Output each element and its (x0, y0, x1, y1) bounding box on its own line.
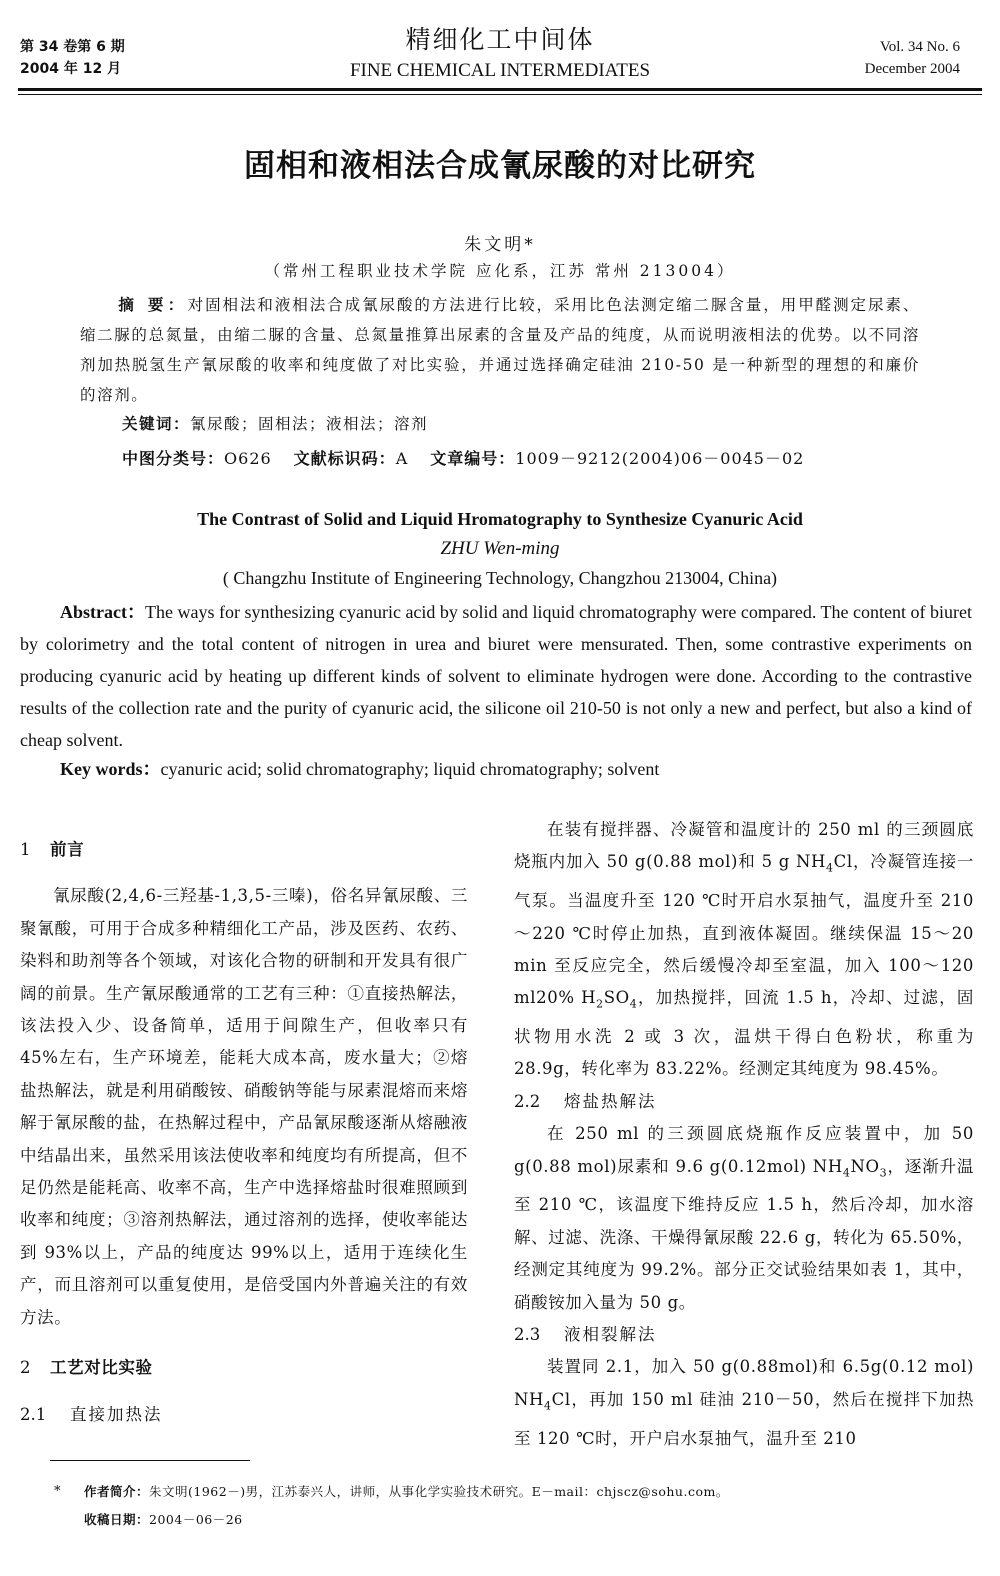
body-left-column (20, 826, 468, 1431)
header-rule-thick (18, 88, 982, 91)
keywords-cn (122, 412, 428, 434)
received-date-label: 收稿日期： (84, 1512, 150, 1527)
issue-cn: 第 34 卷第 6 期 (20, 39, 125, 55)
keywords-en-text: cyanuric acid; solid chromatography; liquid chromatography; solvent (160, 759, 660, 779)
author-cn: 朱文明* (464, 235, 536, 255)
section-heading-2: 2 工艺对比实验 (20, 1358, 153, 1378)
journal-name-en: FINE CHEMICAL INTERMEDIATES (349, 60, 651, 81)
abstract-cn (80, 290, 920, 410)
doc-code-label: 文献标识码： (293, 449, 396, 468)
article-number-label: 文章编号： (430, 449, 516, 468)
classification-line (122, 446, 804, 469)
section-heading-2-1: 2.1 直接加热法 (20, 1404, 163, 1424)
author-bio-label: 作者简介： (84, 1484, 150, 1499)
header-rule-thin (18, 94, 982, 95)
keywords-en (60, 755, 659, 781)
author-bio-footnote (84, 1482, 729, 1500)
author-bio-text: 朱文明(1962－)男，江苏泰兴人，讲师，从事化学实验技术研究。E－mail：chjscz@sohu.com。 (149, 1484, 729, 1499)
footnote-star: * (54, 1484, 61, 1499)
date-en: December 2004 (864, 61, 960, 77)
issue-info-en (865, 36, 960, 80)
received-date-value: 2004－06－26 (149, 1512, 243, 1527)
author-en: ZHU Wen-ming (440, 538, 560, 559)
body-right-column (514, 814, 974, 1455)
section-heading-2-2: 2.2 熔盐热解法 (514, 1091, 657, 1111)
doc-code-value: A (395, 449, 409, 468)
abstract-en-label: Abstract： (60, 602, 145, 622)
keywords-cn-label: 关键词： (122, 415, 191, 433)
journal-masthead (0, 24, 1000, 82)
clc-label: 中图分类号： (122, 449, 225, 468)
journal-name-cn: 精细化工中间体 (405, 25, 595, 54)
abstract-en (20, 596, 972, 756)
paper-title-en: The Contrast of Solid and Liquid Hromatography to Synthesize Cyanuric Acid (197, 509, 803, 529)
issue-en: Vol. 34 No. 6 (879, 39, 960, 55)
abstract-en-text: The ways for synthesizing cyanuric acid by solid and liquid chromatography were compared. The content of biuret by colorimetry and the total content of nitrogen in urea and biuret were mensurated. Then, some contrastive experiments on producing cyanuric acid by heating up different kinds of solvent to eliminate hydrogen were done. According to the contrastive results of the collection rate and the purity of cyanuric acid, the silicone oil 210-50 is not only a new and perfect, but also a kind of cheap solvent. (20, 602, 972, 750)
keywords-en-label: Key words： (60, 759, 161, 779)
section-2-3-paragraph: 装置同 2.1，加入 50 g(0.88mol)和 6.5g(0.12 mol) $NH_4Cl$，再加 150 ml 硅油 210－50，然后在搅拌下加热至 120 ℃时，开户启水泵抽气，温升至 210 (514, 1357, 974, 1448)
footnote-rule (50, 1460, 250, 1461)
section-1-paragraph: 氰尿酸(2,4,6-三羟基-1,3,5-三嗪)，俗名异氰尿酸、三聚氰酸，可用于合成多种精细化工产品，涉及医药、农药、染料和助剂等各个领域，对该化合物的研制和开发具有很广阔的前景。生产氰尿酸通常的工艺有三种：①直接热解法，该法投入少、设备简单，适用于间隙生产，但收率只有 45%左右，生产环境差，能耗大成本高，废水量大；②熔盐热解法，就是利用硝酸铵、硝酸钠等能与尿素混熔而来熔解于氰尿酸的盐，在热解过程中，产品氰尿酸逐渐从熔融液中结晶出来，虽然采用该法使收率和纯度均有所提高，但不足仍然是能耗高、收率不高，生产中选择熔盐时很难照顾到收率和纯度；③溶剂热解法，通过溶剂的选择，使收率能达到 93%以上，产品的纯度达 99%以上，适用于连续化生产，而且溶剂可以重复使用，是倍受国内外普遍关注的有效方法。 (20, 886, 468, 1327)
abstract-cn-label: 摘 要： (118, 296, 188, 314)
paper-title-cn: 固相和液相法合成氰尿酸的对比研究 (244, 148, 756, 184)
section-heading-2-3: 2.3 液相裂解法 (514, 1324, 657, 1344)
affiliation-cn: （常州工程职业技术学院 应化系，江苏 常州 213004） (264, 262, 736, 280)
received-date-footnote (84, 1510, 243, 1528)
keywords-cn-text: 氰尿酸；固相法；液相法；溶剂 (190, 415, 429, 433)
article-number-value: 1009－9212(2004)06－0045－02 (515, 449, 805, 468)
section-2-2-paragraph: 在 250 ml 的三颈圆底烧瓶作反应装置中，加 50 g(0.88 mol)尿素和 9.6 g(0.12mol) $NH_4NO_3$，逐渐升温至 210 ℃，该温度下维持反应 1.5 h，然后冷却，加水溶解、过滤、洗涤、干燥得氰尿酸 22.6 g，转化为 65.50%，经测定其纯度为 99.2%。部分正交试验结果如表 1，其中，硝酸铵加入量为 50 g。 (514, 1124, 975, 1312)
abstract-cn-text: 对固相法和液相法合成氰尿酸的方法进行比较，采用比色法测定缩二脲含量，用甲醛测定尿素、缩二脲的总氮量，由缩二脲的含量、总氮量推算出尿素的含量及产品的纯度，从而说明液相法的优势。以不同溶剂加热脱氢生产氰尿酸的收率和纯度做了对比实验，并通过选择确定硅油 210-50 是一种新型的理想的和廉价的溶剂。 (80, 296, 920, 404)
date-cn: 2004 年 12 月 (20, 61, 122, 77)
section-2-1-paragraph: 在装有搅拌器、冷凝管和温度计的 250 ml 的三颈圆底烧瓶内加入 50 g(0.88 mol)和 5 g $NH_4Cl$，冷凝管连接一气泵。当温度升至 120 ℃时开启水泵抽气，温度升至 210～220 ℃时停止加热，直到液体凝固。继续保温 15～20 min 至反应完全，然后缓慢冷却至室温，加入 100～120 ml20% $H_2SO_4$，加热搅拌，回流 1.5 h，冷却、过滤，固状物用水洗 2 或 3 次，温烘干得白色粉状，称重为 28.9g，转化率为 83.22%。经测定其纯度为 98.45%。 (514, 820, 974, 1079)
clc-value: O626 (224, 449, 272, 468)
section-heading-1: 1 前言 (20, 840, 85, 859)
affiliation-en: ( Changzhu Institute of Engineering Technology, Changzhou 213004, China) (222, 568, 778, 588)
